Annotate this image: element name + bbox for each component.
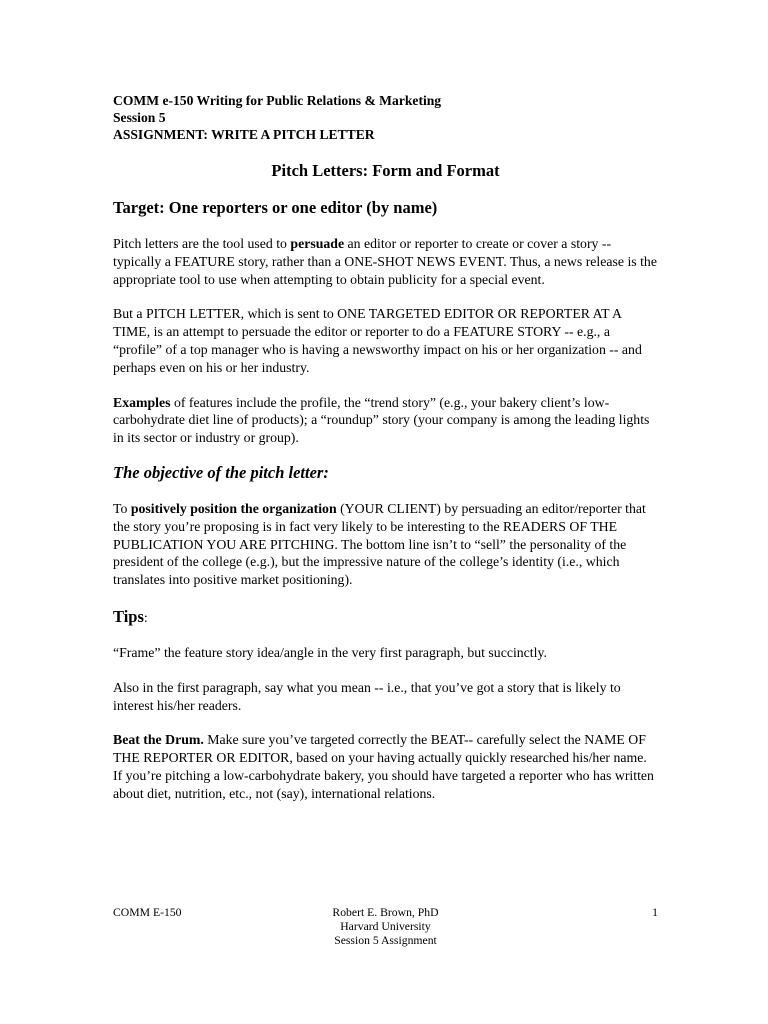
tip-frame: “Frame” the feature story idea/angle in the very first paragraph, but succinctly. [113,644,547,660]
tip-first-paragraph: Also in the first paragraph, say what you mean -- i.e., that you’ve got a story that is likely to interest his/her readers. [113,679,621,713]
footer-author-block [113,906,658,948]
emphasis-beat-the-drum: Beat the Drum. [113,732,204,748]
target-heading: Target: One reporters or one editor (by name) [113,198,438,217]
emphasis-persuade: persuade [290,236,345,251]
footer-institution: Harvard University [340,920,431,933]
pitch-letter-paragraph: But a PITCH LETTER, which is sent to ONE TARGETED EDITOR OR REPORTER AT A TIME, is an attempt to persuade the editor or reporter to do a FEATURE STORY -- e.g., a “profile” of a top manager who is having a newsworthy impact on his or her organization -- and perhaps even on his or her industry. [113,306,642,375]
objective-paragraph: To positively position the organization (YOUR CLIENT) by persuading an editor/reporter that the story you’re proposing is in fact very likely to be interesting to the READERS OF THE PUBLICATION YOU ARE PITCHING. The bottom line isn’t to “sell” the personality of the president of the college (e.g.), but the impressive nature of the college’s identity (i.e., which translates into positive market positioning). [113,500,646,588]
session-label: Session 5 [113,110,166,125]
objective-heading: The objective of the pitch letter: [113,462,329,482]
page-number: 1 [652,906,658,919]
page-content [113,92,658,803]
emphasis-position: positively position the organization [130,500,337,516]
course-title: COMM e-150 Writing for Public Relations & Marketing [113,93,442,108]
document-title: Pitch Letters: Form and Format [271,161,500,180]
emphasis-examples: Examples [113,394,171,410]
assignment-label: ASSIGNMENT: WRITE A PITCH LETTER [113,127,375,142]
intro-paragraph: Pitch letters are the tool used to persuade an editor or reporter to create or cover a story -- typically a FEATURE story, rather than a ONE-SHOT NEWS EVENT. Thus, a news release is the appropriate tool to use when attempting to obtain publicity for a special event. [113,236,657,287]
tip-beat-the-drum: Beat the Drum. Make sure you’ve targeted correctly the BEAT-- carefully select the NAME OF THE REPORTER OR EDITOR, based on your having actually quickly researched his/her name. If you’re pitching a low-carbohydrate bakery, you should have targeted a reporter who has written about diet, nutrition, etc., not (say), international relations. [113,732,654,801]
examples-paragraph: Examples of features include the profile, the “trend story” (e.g., your bakery client’s low-carbohydrate diet line of products); a “roundup” story (your company is among the leading lights in its sector or industry or group). [113,394,650,446]
course-header [113,92,658,143]
footer-course-code: COMM E-150 [113,906,182,919]
footer-session: Session 5 Assignment [334,934,437,947]
footer-author: Robert E. Brown, PhD [332,906,439,919]
tips-heading: Tips: [113,606,148,626]
